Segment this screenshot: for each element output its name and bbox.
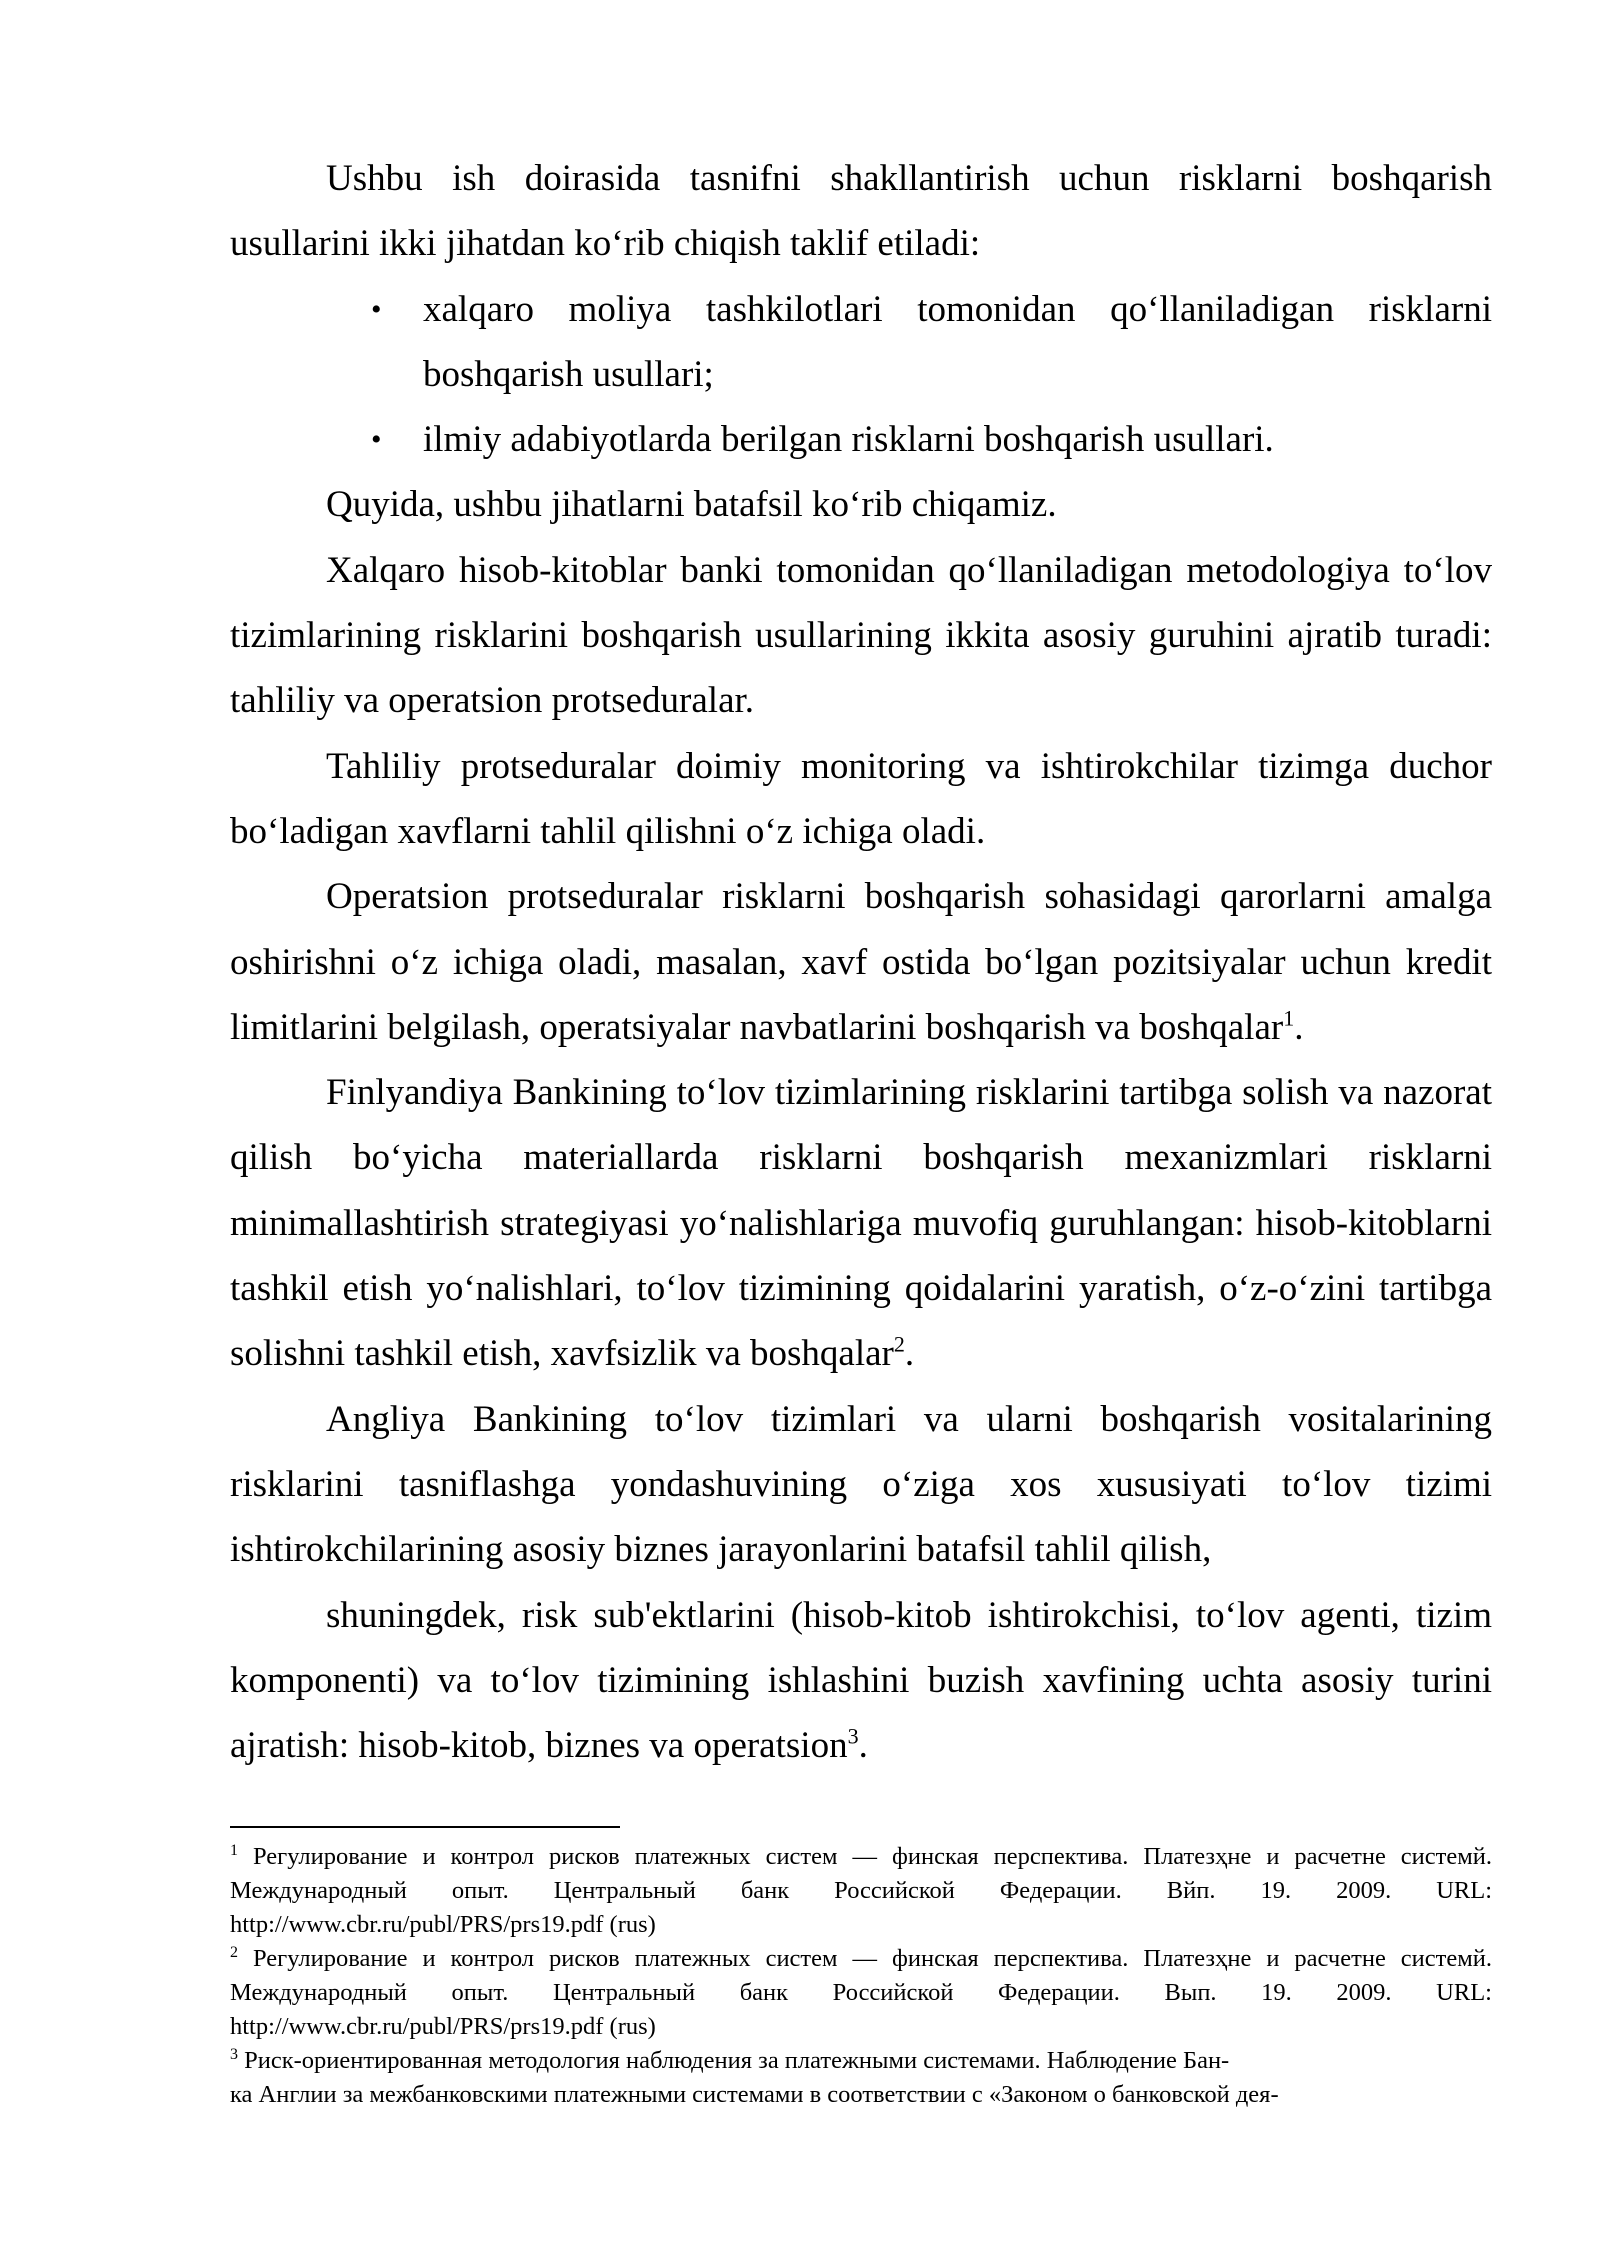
footnote-line [230, 2044, 1492, 2078]
paragraph: Angliya Bankining toʻlov tizimlari va ularni boshqarish vositalarining risklarini tasniflashga yondashuvining oʻziga xos xususiyati toʻlov tizimi ishtirokchilarining asosiy biznes jarayonlarini batafsil tahlil qilish, [230, 1398, 1492, 1571]
bullet-text: ilmiy adabiyotlarda berilgan risklarni boshqarish usullari. [423, 419, 1274, 461]
paragraph: Tahliliy protseduralar doimiy monitoring va ishtirokchilar tizimga duchor boʻladigan xavflarni tahlil qilishni oʻz ichiga oladi. [230, 745, 1492, 852]
footnote-text: Риск-ориентированная методология наблюдения за платежными системами. Наблюдение Бан- [238, 2047, 1230, 2074]
footnote-1 [230, 1840, 1492, 1942]
footnote-line: ка Англии за межбанковскими платежными системами в соответствии с «Законом о банковской дея- [230, 2081, 1279, 2108]
bullet-text: xalqaro moliya tashkilotlari tomonidan qoʻllaniladigan risklarni boshqarish usullari; [423, 288, 1492, 395]
footnote-3 [230, 2044, 1492, 2112]
paragraph: shuningdek, risk sub'ektlarini (hisob-kitob ishtirokchisi, toʻlov agenti, tizim komponenti) va toʻlov tizimining ishlashini buzish xavfining uchta asosiy turini ajratish: hisob-kitob, biznes va operatsion$^3$. [230, 1594, 1492, 1767]
footnotes [230, 1840, 1492, 2112]
footnote-number: 2 [230, 1943, 238, 1961]
list-item [371, 407, 1492, 472]
footnote-ref[interactable]: 2 [893, 1332, 905, 1358]
paragraph: Xalqaro hisob-kitoblar banki tomonidan qoʻllaniladigan metodologiya toʻlov tizimlarining risklarini boshqarish usullarining ikkita asosiy guruhini ajratib turadi: tahliliy va operatsion protseduralar. [230, 549, 1492, 722]
footnote-text: Регулирование и контрол рисков платежных систем — финская перспектива. Платезҳне и расчетне системй. Международный опыт. Центральный банк Российской Федерации. Вйп. 19. 2009. URL: http://www.cbr.ru/publ/PRS/prs19.pdf (rus) [230, 1843, 1492, 1938]
list-item [371, 277, 1492, 408]
bullet-marker: • [371, 292, 382, 326]
footnote-number: 3 [230, 2045, 238, 2063]
footnote-number: 1 [230, 1841, 238, 1859]
footnote-separator [230, 1826, 620, 1828]
paragraph: Finlyandiya Bankining toʻlov tizimlarining risklarini tartibga solish va nazorat qilish boʻyicha materiallarda risklarni boshqarish mexanizmlari risklarni minimallashtirish strategiyasi yoʻnalishlariga muvofiq guruhlangan: hisob-kitoblarni tashkil etish yoʻnalishlari, toʻlov tizimining qoidalarini yaratish, oʻz-oʻzini tartibga solishni tashkil etish, xavfsizlik va boshqalar$^2$. [230, 1072, 1492, 1375]
footnote-text: Регулирование и контрол рисков платежных систем — финская перспектива. Платезҳне и расчетне системй. Международный опыт. Центральный банк Российской Федерации. Вып. 19. 2009. URL: http://www.cbr.ru/publ/PRS/prs19.pdf (rus) [230, 1945, 1492, 2040]
paragraph: Operatsion protseduralar risklarni boshqarish sohasidagi qarorlarni amalga oshirishni oʻz ichiga oladi, masalan, xavf ostida boʻlgan pozitsiyalar uchun kredit limitlarini belgilash, operatsiyalar navbatlarini boshqarish va boshqalar$^1$. [230, 876, 1492, 1048]
footnote-2 [230, 1942, 1492, 2044]
footnote-ref[interactable]: 3 [847, 1723, 859, 1749]
footnote-ref[interactable]: 1 [1283, 1005, 1295, 1031]
main-text [230, 146, 1492, 1778]
bullet-list [230, 277, 1492, 473]
paragraph: Quyida, ushbu jihatlarni batafsil koʻrib chiqamiz. [326, 484, 1057, 526]
paragraph-intro: Ushbu ish doirasida tasnifni shakllantirish uchun risklarni boshqarish usullarini ikki jihatdan koʻrib chiqish taklif etiladi: [230, 158, 1492, 265]
bullet-marker: • [371, 423, 382, 457]
